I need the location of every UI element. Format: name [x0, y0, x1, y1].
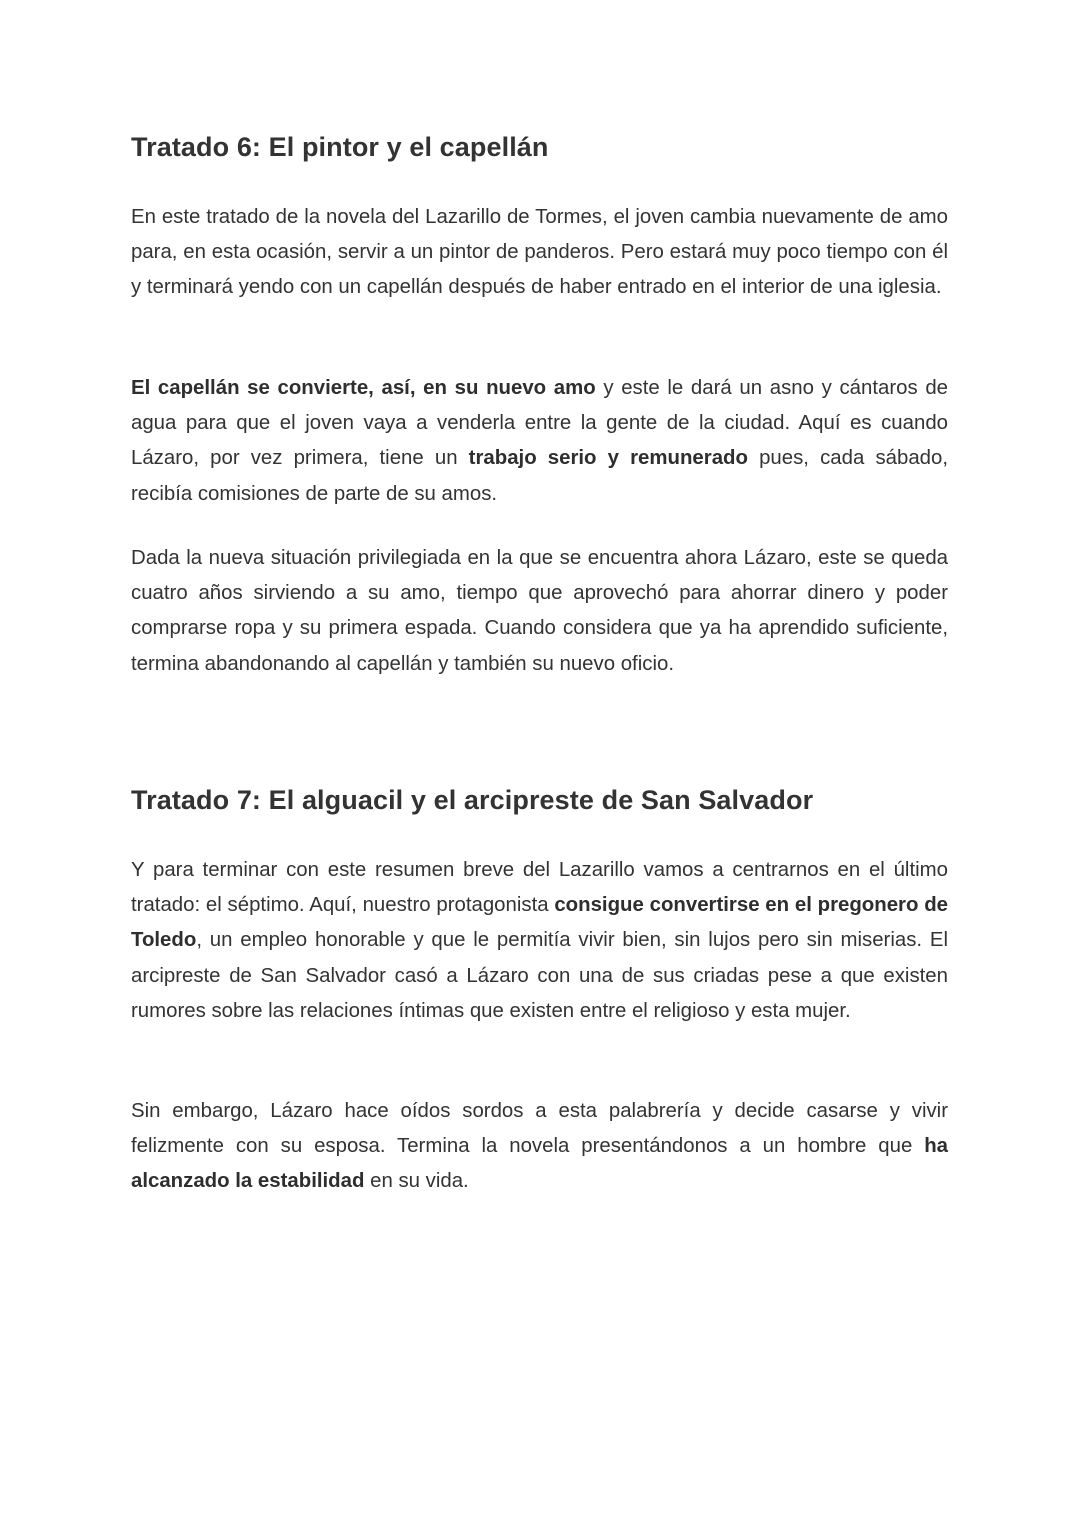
section-7-heading: Tratado 7: El alguacil y el arcipreste de San Salvador	[131, 785, 814, 815]
body-text: Y para terminar con este resumen breve del Lazarillo vamos a centrarnos en el último tratado: el séptimo. Aquí, nuestro protagonista	[131, 859, 948, 917]
section-6-paragraph-2	[131, 371, 948, 512]
section-7-paragraph-1	[131, 853, 948, 1029]
body-text: Sin embargo, Lázaro hace oídos sordos a esta palabrería y decide casarse y vivir felizmente con su esposa. Termina la novela presentándonos a un hombre que	[131, 1100, 948, 1158]
body-text: , un empleo honorable y que le permitía vivir bien, sin lujos pero sin miserias. El arcipreste de San Salvador casó a Lázaro con una de sus criadas pese a que existen rumores sobre las relaciones íntimas que existen entre el religioso y esta mujer.	[131, 929, 948, 1022]
section-6-paragraph-1: En este tratado de la novela del Lazarillo de Tormes, el joven cambia nuevamente de amo para, en esta ocasión, servir a un pintor de panderos. Pero estará muy poco tiempo con él y terminará yendo con un capellán después de haber entrado en el interior de una iglesia.	[131, 206, 948, 299]
bold-text: trabajo serio y remunerado	[468, 447, 748, 470]
bold-text: El capellán se convierte, así, en su nuevo amo	[131, 377, 596, 399]
section-7-paragraph-2	[131, 1094, 948, 1200]
section-6-paragraph-3: Dada la nueva situación privilegiada en la que se encuentra ahora Lázaro, este se queda cuatro años sirviendo a su amo, tiempo que aprovechó para ahorrar dinero y poder comprarse ropa y su primera espada. Cuando considera que ya ha aprendido suficiente, termina abandonando al capellán y también su nuevo oficio.	[131, 547, 948, 675]
bold-text: ha alcanzado la estabilidad	[131, 1135, 948, 1193]
body-text: y este le dará un asno y cántaros de agua para que el joven vaya a venderla entre la gente de la ciudad. Aquí es cuando Lázaro, por vez primera, tiene un	[131, 377, 948, 470]
bold-text: consigue convertirse en el pregonero de Toledo	[131, 894, 948, 952]
body-text: pues, cada sábado, recibía comisiones de parte de su amos.	[131, 447, 949, 505]
section-6-heading: Tratado 6: El pintor y el capellán	[131, 132, 549, 162]
body-text: en su vida.	[364, 1170, 469, 1193]
